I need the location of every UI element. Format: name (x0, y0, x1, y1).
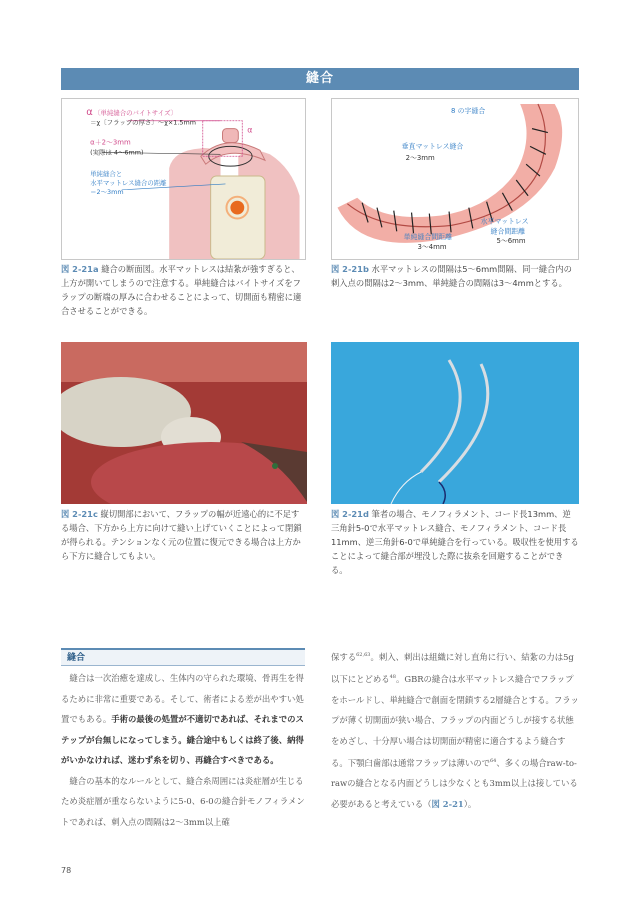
dist-line-2: 水平マットレス縫合の距離 (90, 178, 167, 187)
alpha-symbol: α (86, 106, 93, 118)
caption-text: 水平マットレスの間隔は5～6mm間隔、同一縫合内の刺入点の間隔は2～3mm、単純縫合の間隔は3～4mmとする。 (331, 264, 572, 288)
bone-marrow-spot (230, 201, 244, 215)
figure-2-21b-diagram (331, 98, 579, 260)
figure8-label: 8 の字縫合 (451, 106, 486, 115)
figure-reference-link[interactable]: 図 2-21 (431, 798, 464, 809)
page-header-bar: 縫合 (61, 68, 579, 90)
caption-label: 図 2-21b (331, 264, 369, 274)
caption-2-21c (61, 507, 307, 563)
simple-line-1: 単純縫合間距離 (403, 233, 453, 242)
vertical-dist: 2～3mm (405, 154, 435, 163)
suture-knot (223, 129, 239, 143)
figure-2-21c-photo (61, 342, 307, 504)
page-number: 78 (61, 866, 72, 875)
caption-label: 図 2-21c (61, 509, 98, 519)
paragraph-1: 縫合は一次治癒を達成し、生体内の守られた環境、骨再生を得るために非常に重要である。そして、術者による差が出やすい処置でもある。手術の最後の処置が不適切であれば、それまでのステップが台無しになってしまう。縫合途中もしくは終了後、納得がいかなければ、迷わず糸を切り、再縫合すべきである。 (61, 673, 304, 765)
citation-sup: 64 (489, 758, 497, 765)
caption-text: 縦切開部において、フラップの幅が近遠心的に不足する場合、下方から上方に向けて縫い上げていくことによって閉鎖が得られる。テンションなく元の位置に復元できる場合は上方から下方に縫合してもよい。 (61, 509, 302, 561)
dist-line-1: 単純縫合と (90, 170, 123, 179)
caption-2-21d (331, 507, 579, 577)
paragraph-3: 保する$^{62,63}$。刺入、刺出は組織に対し直角に行い、結紮の力は5g以下にとどめる$^{48}$。GBRの縫合は水平マットレス縫合でフラップをホールドし、単純縫合で創面を閉鎖する2層縫合とする。フラップが薄く切開面が狭い場合、フラップの内面どうしが接する状態をめざし、十分厚い場合は切開面が精密に適合するよう縫合する。下顎臼歯部は通常フラップは薄いので$^{64}$、多くの場合raw-to-rawの縫合となる内面どうしは少なくとも3mm以上は接している必要があると考えている（図 2-21）。 (331, 651, 579, 809)
formula-line-1: 〔単純縫合のバイトサイズ〕 (94, 108, 177, 117)
horizontal-line-1: 水平マットレス (480, 217, 529, 226)
caption-text: 縫合の断面図。水平マットレスは結紮が強すぎると、上方が開いてしまうので注意する。単純縫合はバイトサイズをフラップの断端の厚みに合わせることによって、切開面も精密に適合させることができる。 (61, 264, 302, 316)
alpha2-line-2: (実際は 4～6mm) (90, 148, 144, 157)
alpha2-line-1: α＋2～3mm (90, 138, 131, 147)
body-right-column (331, 645, 579, 814)
caption-text: 筆者の場合、モノフィラメント、コード長13mm、逆三角針5-0で水平マットレス縫合、モノフィラメント、コード長11mm、逆三角針6-0で単純縫合を行っている。吸収性を使用することによって縫合部が埋没した際に抜糸を回避することができる。 (331, 509, 579, 575)
caption-label: 図 2-21d (331, 509, 369, 519)
caption-label: 図 2-21a (61, 264, 99, 274)
figure-2-21d-photo (331, 342, 579, 504)
section-title: 縫合 (61, 648, 305, 666)
side-alpha: α (247, 125, 253, 135)
body-left-column (61, 668, 307, 832)
vertical-label: 垂直マットレス縫合 (401, 142, 464, 151)
formula-line-2: ＝χ〔フラップの厚さ〕～χ×1.5mm (90, 118, 196, 127)
caption-2-21b (331, 262, 579, 290)
figure-2-21a-diagram (61, 98, 306, 260)
horizontal-dist: 5～6mm (496, 237, 526, 246)
citation-sup: 62,63 (356, 652, 371, 658)
caption-2-21a (61, 262, 307, 318)
simple-dist: 3～4mm (417, 243, 447, 252)
paragraph-2: 縫合の基本的なルールとして、縫合糸周囲には炎症層が生じるため炎症層が重ならないように5-0、6-0の縫合針モノフィラメントであれば、刺入点の間隔は2～3mm以上確 (61, 775, 305, 827)
citation-sup: 48 (389, 674, 396, 681)
horizontal-line-2: 縫合間距離 (490, 227, 526, 236)
dist-line-3: ＝2～3mm (90, 187, 124, 196)
